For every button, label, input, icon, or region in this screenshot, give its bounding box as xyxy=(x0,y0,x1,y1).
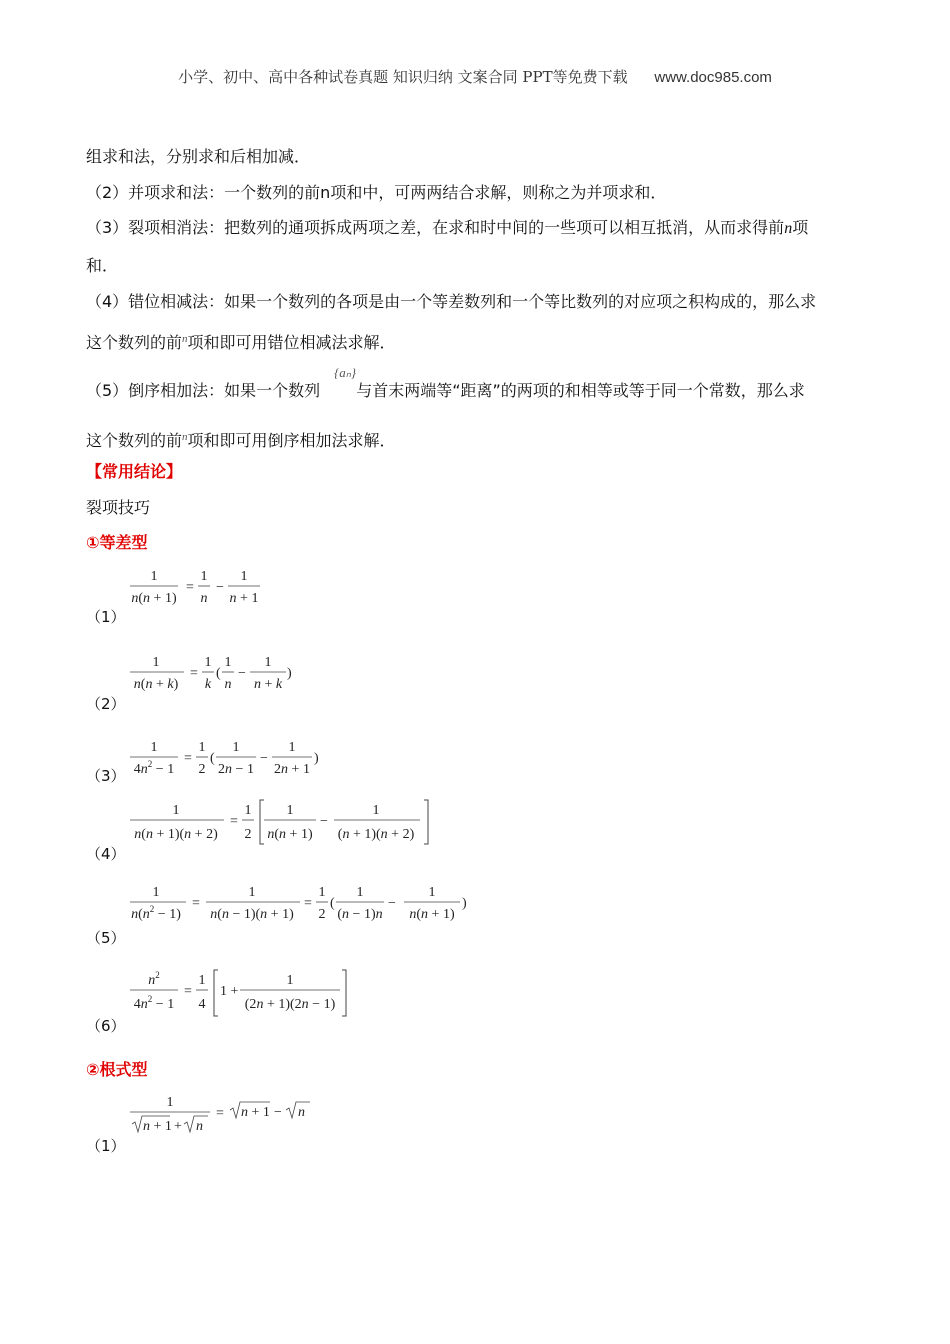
svg-text:4n2 − 1: $4n^2 - 1$ xyxy=(133,994,175,1012)
formula-number: （1） xyxy=(86,1137,126,1155)
svg-text:(: ( xyxy=(210,751,215,766)
svg-text:−: − xyxy=(238,666,246,681)
svg-text:1: 1 xyxy=(318,885,326,900)
svg-text:1: 1 xyxy=(150,569,158,584)
svg-text:−: − xyxy=(388,896,396,911)
svg-text:n + 1: n + 1 xyxy=(143,1119,172,1134)
svg-text:(n + 1)(n + 2): (n + 1)(n + 2) xyxy=(337,827,415,842)
svg-text:−: − xyxy=(274,1105,282,1120)
svg-text:1: 1 xyxy=(356,885,364,900)
subtitle: 裂项技巧 xyxy=(86,498,151,517)
formula-number: （1） xyxy=(86,608,126,626)
text-line: 组求和法，分别求和后相加减． xyxy=(86,147,311,166)
svg-text:n(n + k): n(n + k) xyxy=(133,677,179,692)
svg-text:−: − xyxy=(320,814,328,829)
svg-text:=: = xyxy=(184,984,192,999)
svg-text:1: 1 xyxy=(264,655,272,670)
svg-text:n(n + 1): n(n + 1) xyxy=(409,907,455,922)
text-span: 这个数列的前 xyxy=(86,431,183,450)
formula-number: （4） xyxy=(86,845,126,863)
svg-text:1: 1 xyxy=(248,885,256,900)
svg-text:=: = xyxy=(184,751,192,766)
svg-text:1: 1 xyxy=(240,569,248,584)
formula-2 xyxy=(128,652,298,698)
svg-text:−: − xyxy=(216,580,224,595)
svg-text:1: 1 xyxy=(288,740,296,755)
svg-text:2n + 1: 2n + 1 xyxy=(274,762,310,777)
svg-text:n2: $n^2$ xyxy=(148,970,160,988)
formula-1 xyxy=(128,566,268,612)
text-span: 这个数列的前 xyxy=(86,333,183,352)
svg-text:n(n − 1)(n + 1): n(n − 1)(n + 1) xyxy=(210,907,294,922)
svg-text:n: n xyxy=(200,591,208,606)
var-n: n xyxy=(784,220,793,237)
text-line xyxy=(86,426,396,452)
text-span: 项和即可用倒序相加法求解． xyxy=(187,431,396,450)
text-span: 项 xyxy=(792,218,809,237)
svg-text:n: n xyxy=(196,1119,203,1134)
svg-text:=: = xyxy=(216,1106,224,1121)
text-line: （2）并项求和法：一个数列的前n项和中，可两两结合求解，则称之为并项求和． xyxy=(86,183,667,202)
svg-text:(2n + 1)(2n − 1): (2n + 1)(2n − 1) xyxy=(244,997,336,1012)
svg-text:n + 1: n + 1 xyxy=(241,1105,270,1120)
svg-text:=: = xyxy=(192,896,200,911)
svg-text:1: 1 xyxy=(286,803,294,818)
formula-6 xyxy=(128,968,358,1022)
sequence-symbol: {aₙ} xyxy=(334,365,357,380)
svg-text:1: 1 xyxy=(286,973,294,988)
formula-4 xyxy=(128,798,438,852)
text-span: 与首末两端等“距离”的两项的和相等或等于同一个常数，那么求 xyxy=(356,381,805,400)
svg-text:n(n + 1)(n + 2): n(n + 1)(n + 2) xyxy=(134,827,218,842)
formula-number: （2） xyxy=(86,695,126,713)
svg-text:2: 2 xyxy=(198,762,206,777)
svg-text:=: = xyxy=(190,666,198,681)
section-title: 【常用结论】 xyxy=(86,462,183,481)
svg-text:1: 1 xyxy=(152,655,160,670)
formula-number: （6） xyxy=(86,1017,126,1035)
svg-text:1: 1 xyxy=(204,655,212,670)
svg-text:4n2 − 1: $4n^2 - 1$ xyxy=(133,759,175,777)
text-line: （4）错位相减法：如果一个数列的各项是由一个等差数列和一个等比数列的对应项之积构成的，那么求 xyxy=(86,292,817,311)
svg-text:+: + xyxy=(174,1119,182,1134)
svg-text:1: 1 xyxy=(198,973,206,988)
svg-text:1: 1 xyxy=(166,1095,174,1110)
svg-text:n(n + 1): n(n + 1) xyxy=(267,827,313,842)
svg-text:1: 1 xyxy=(372,803,380,818)
type2-title: ②根式型 xyxy=(86,1060,148,1079)
svg-text:−: − xyxy=(260,751,268,766)
var-n: n xyxy=(182,333,188,345)
svg-text:): ) xyxy=(462,896,467,911)
var-n: n xyxy=(182,431,188,443)
formula-number: （3） xyxy=(86,767,126,785)
svg-text:1: 1 xyxy=(232,740,240,755)
formula-number: （5） xyxy=(86,929,126,947)
svg-text:n(n + 1): n(n + 1) xyxy=(131,591,177,606)
svg-text:1: 1 xyxy=(172,803,180,818)
text-line xyxy=(86,328,396,354)
svg-text:1: 1 xyxy=(244,803,252,818)
svg-text:1: 1 xyxy=(152,885,160,900)
svg-text:n + k: n + k xyxy=(253,677,283,692)
svg-text:1: 1 xyxy=(428,885,436,900)
svg-text:4: 4 xyxy=(198,997,206,1012)
text-line xyxy=(86,217,808,240)
text-span: （5）倒序相加法：如果一个数列 xyxy=(86,381,321,400)
svg-text:n: n xyxy=(224,677,232,692)
svg-text:1: 1 xyxy=(224,655,232,670)
svg-text:1 +: 1 + xyxy=(220,984,239,999)
svg-text:(: ( xyxy=(330,896,335,911)
svg-text:): ) xyxy=(314,751,319,766)
formula-5 xyxy=(128,882,473,930)
svg-text:=: = xyxy=(230,814,238,829)
header-url[interactable]: www.doc985.com xyxy=(654,69,772,86)
text-line: 和． xyxy=(86,256,119,275)
svg-text:=: = xyxy=(186,580,194,595)
type1-title: ①等差型 xyxy=(86,533,148,552)
svg-text:2: 2 xyxy=(244,827,252,842)
svg-text:=: = xyxy=(304,896,312,911)
svg-text:1: 1 xyxy=(198,740,206,755)
svg-text:n + 1: n + 1 xyxy=(229,591,259,606)
svg-text:1: 1 xyxy=(200,569,208,584)
formula-radical-1 xyxy=(128,1092,328,1142)
svg-text:2n − 1: 2n − 1 xyxy=(218,762,254,777)
svg-text:): ) xyxy=(287,666,292,681)
page-header xyxy=(0,66,950,87)
svg-text:2: 2 xyxy=(318,907,326,922)
svg-text:k: k xyxy=(204,677,212,692)
text-span: 项和即可用错位相减法求解． xyxy=(187,333,396,352)
svg-text:n: n xyxy=(298,1105,305,1120)
text-line xyxy=(86,380,805,402)
formula-3 xyxy=(128,737,328,783)
text-span: （3）裂项相消法：把数列的通项拆成两项之差，在求和时中间的一些项可以相互抵消，从而求得前 xyxy=(86,218,785,237)
svg-text:1: 1 xyxy=(150,740,158,755)
svg-text:n(n2 − 1): $n(n^2 - 1)$ xyxy=(131,904,181,922)
header-text: 小学、初中、高中各种试卷真题 知识归纳 文案合同 PPT等免费下载 xyxy=(178,68,628,86)
svg-text:(n − 1)n: (n − 1)n xyxy=(337,907,383,922)
svg-text:(: ( xyxy=(216,666,221,681)
